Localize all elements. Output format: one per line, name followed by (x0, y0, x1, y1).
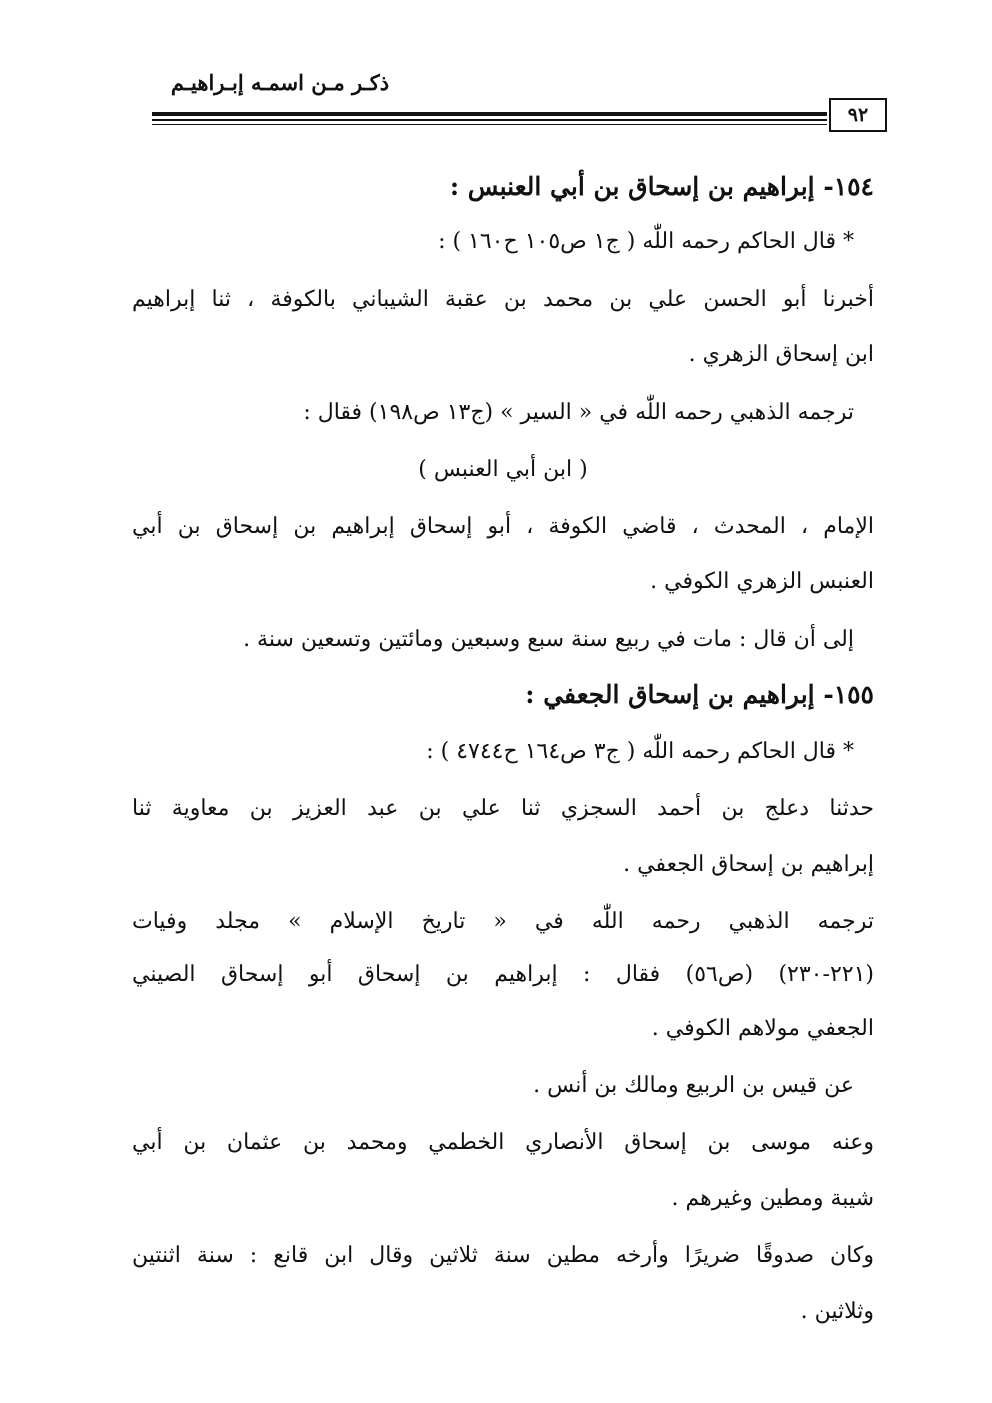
subheading: ( ابن أبي العنبس ) (418, 457, 588, 482)
source-line: * قال الحاكم رحمه اللّٰه ( ج١ ص١٠٥ ح١٦٠ ) : (438, 229, 854, 254)
header-rule-thick (152, 112, 827, 116)
text-line: (٢٢١-٢٣٠) (ص٥٦) فقال : إبراهيم بن إسحاق أبو إسحاق الصيني (132, 962, 874, 987)
text-line: إلى أن قال : مات في ربيع سنة سبع وسبعين ومائتين وتسعين سنة . (243, 627, 854, 652)
text-line: وعنه موسى بن إسحاق الأنصاري الخطمي ومحمد بن عثمان بن أبي (132, 1130, 874, 1155)
text-line: الإمام ، المحدث ، قاضي الكوفة ، أبو إسحاق إبراهيم بن إسحاق بن أبي (132, 514, 874, 539)
text-line: عن قيس بن الربيع ومالك بن أنس . (533, 1073, 854, 1098)
text-line: ترجمه الذهبي رحمه اللّٰه في « تاريخ الإسلام » مجلد وفيات (132, 909, 874, 934)
text-line: الجعفي مولاهم الكوفي . (651, 1016, 874, 1041)
entry-heading-155: ١٥٥- إبراهيم بن إسحاق الجعفي : (525, 680, 874, 709)
running-title: ذكـر مـن اسمـه إبـراهيـم (170, 70, 390, 95)
text-line: العنبس الزهري الكوفي . (650, 569, 874, 594)
text-line: وثلاثين . (800, 1299, 874, 1324)
source-line: * قال الحاكم رحمه اللّٰه ( ج٣ ص١٦٤ ح٤٧٤٤ ) : (426, 739, 854, 764)
text-line: ابن إسحاق الزهري . (688, 342, 874, 367)
text-line: حدثنا دعلج بن أحمد السجزي ثنا علي بن عبد العزيز بن معاوية ثنا (132, 796, 874, 821)
page-number: ٩٢ (829, 98, 887, 132)
text-line: شيبة ومطين وغيرهم . (671, 1186, 874, 1211)
header-rule-thin (152, 124, 827, 125)
text-line: وكان صدوقًا ضريرًا وأرخه مطين سنة ثلاثين وقال ابن قانع : سنة اثنتين (132, 1243, 874, 1268)
text-line: ترجمه الذهبي رحمه اللّٰه في « السير » (ج١٣ ص١٩٨) فقال : (303, 400, 854, 425)
text-line: أخبرنا أبو الحسن علي بن محمد بن عقبة الشيباني بالكوفة ، ثنا إبراهيم (132, 287, 874, 312)
header-rule-medium (152, 119, 827, 121)
entry-heading-154: ١٥٤- إبراهيم بن إسحاق بن أبي العنبس : (449, 172, 874, 201)
text-line: إبراهيم بن إسحاق الجعفي . (623, 852, 874, 877)
